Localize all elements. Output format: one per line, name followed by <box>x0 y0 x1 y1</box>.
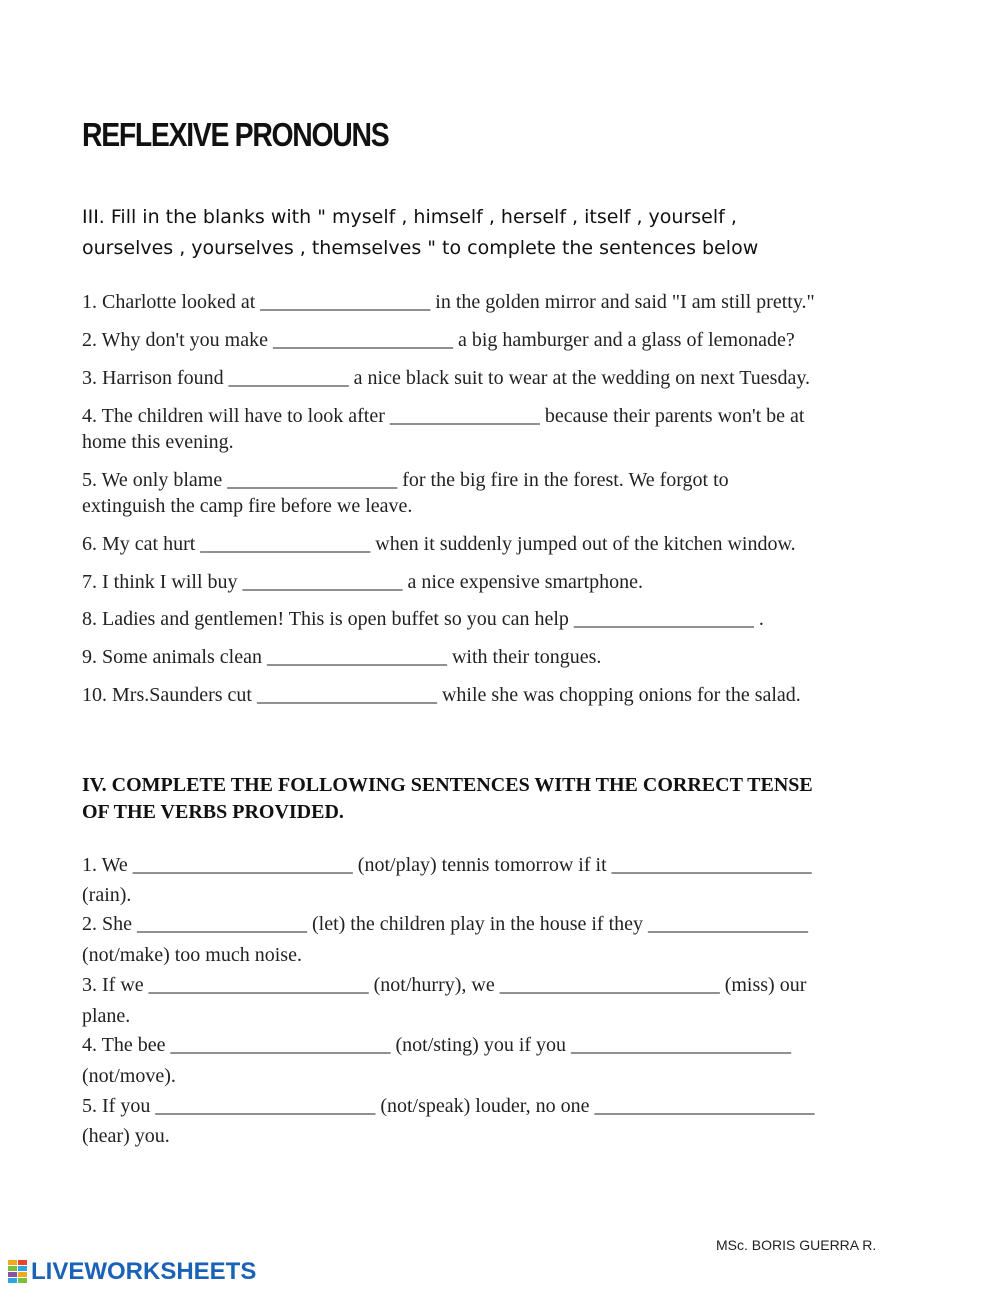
exercise-line: 3. If we ______________________ (not/hurry), we ______________________ (miss) our <box>82 974 807 996</box>
heading-line: IV. COMPLETE THE FOLLOWING SENTENCES WITH THE CORRECT TENSE <box>82 774 813 796</box>
logo-text: LIVEWORKSHEETS <box>31 1258 257 1285</box>
instruction-line: III. Fill in the blanks with " myself , himself , herself , itself , yourself , <box>82 206 737 228</box>
exercise-line: (not/move). <box>82 1065 176 1087</box>
instruction-line: ourselves , yourselves , themselves " to complete the sentences below <box>82 237 759 259</box>
exercise-line: extinguish the camp fire before we leave. <box>82 495 413 517</box>
exercise-line: 3. Harrison found ____________ a nice black suit to wear at the wedding on next Tuesday. <box>82 367 811 389</box>
exercise-line: 7. I think I will buy ________________ a nice expensive smartphone. <box>82 571 644 593</box>
exercise-line: 5. If you ______________________ (not/speak) louder, no one ______________________ <box>82 1095 815 1117</box>
exercise-line: home this evening. <box>82 431 234 453</box>
liveworksheets-logo-icon <box>8 1260 28 1284</box>
section3-instruction <box>82 202 942 264</box>
exercise-line: 4. The bee ______________________ (not/sting) you if you ______________________ <box>82 1034 792 1056</box>
exercise-line: 9. Some animals clean __________________ with their tongues. <box>82 646 602 668</box>
exercise-line: (not/make) too much noise. <box>82 944 302 966</box>
section4-heading <box>82 772 942 826</box>
exercise-line: 6. My cat hurt _________________ when it suddenly jumped out of the kitchen window. <box>82 533 796 555</box>
exercise-line: 2. Why don't you make __________________ a big hamburger and a glass of lemonade? <box>82 329 795 351</box>
author-credit: MSc. BORIS GUERRA R. <box>716 1237 877 1253</box>
exercise-line: 5. We only blame _________________ for the big fire in the forest. We forgot to <box>82 469 729 491</box>
exercise-line: 2. She _________________ (let) the children play in the house if they ________________ <box>82 913 809 935</box>
worksheet-title: REFLEXIVE PRONOUNS <box>82 116 389 153</box>
exercise-line: 10. Mrs.Saunders cut __________________ while she was chopping onions for the salad. <box>82 684 801 706</box>
exercise-line: plane. <box>82 1005 131 1027</box>
exercise-line: 4. The children will have to look after _______________ because their parents won't be at <box>82 405 805 427</box>
liveworksheets-logo[interactable] <box>8 1258 256 1286</box>
heading-line: OF THE VERBS PROVIDED. <box>82 801 344 823</box>
exercise-line: 8. Ladies and gentlemen! This is open buffet so you can help __________________ . <box>82 608 764 630</box>
exercise-line: 1. Charlotte looked at _________________ in the golden mirror and said "I am still pretty." <box>82 291 815 313</box>
exercise-line: (rain). <box>82 884 132 906</box>
exercise-line: 1. We ______________________ (not/play) tennis tomorrow if it ____________________ <box>82 854 812 876</box>
exercise-line: (hear) you. <box>82 1125 170 1147</box>
